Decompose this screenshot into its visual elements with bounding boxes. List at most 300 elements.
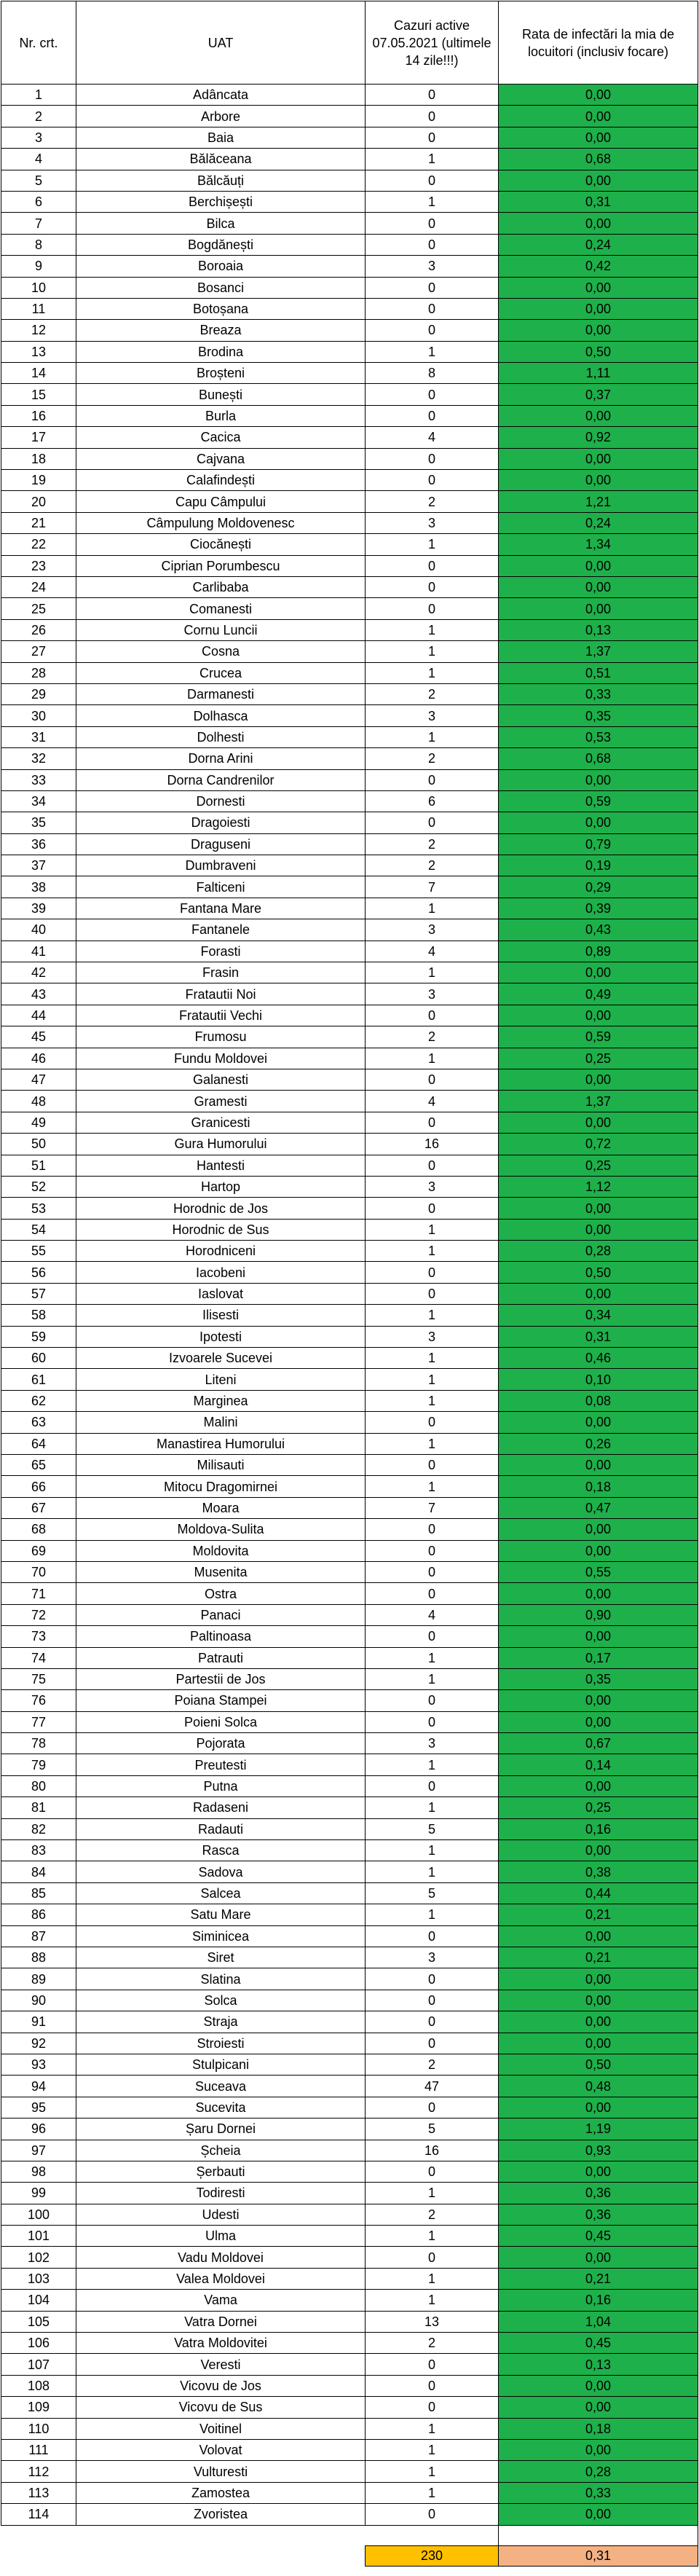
row-uat: Dolhasca bbox=[76, 705, 366, 726]
table-row bbox=[1, 1155, 698, 1176]
row-nr: 71 bbox=[1, 1583, 76, 1604]
row-nr: 100 bbox=[1, 2204, 76, 2225]
row-uat: Ipotesti bbox=[76, 1326, 366, 1347]
row-cases: 0 bbox=[366, 470, 499, 491]
table-row bbox=[1, 2397, 698, 2418]
row-nr: 37 bbox=[1, 855, 76, 876]
row-cases: 0 bbox=[366, 769, 499, 790]
table-row bbox=[1, 1305, 698, 1326]
row-nr: 8 bbox=[1, 234, 76, 255]
row-uat: Fratautii Vechi bbox=[76, 1005, 366, 1026]
row-rate: 0,00 bbox=[499, 962, 698, 983]
row-rate: 0,67 bbox=[499, 1733, 698, 1754]
row-rate: 0,00 bbox=[499, 555, 698, 576]
row-cases: 1 bbox=[366, 962, 499, 983]
row-cases: 1 bbox=[366, 1241, 499, 1262]
row-cases: 5 bbox=[366, 2118, 499, 2140]
table-row bbox=[1, 2204, 698, 2225]
row-uat: Capu Câmpului bbox=[76, 491, 366, 512]
row-nr: 24 bbox=[1, 576, 76, 597]
row-rate: 0,00 bbox=[499, 1583, 698, 1604]
row-cases: 8 bbox=[366, 363, 499, 384]
row-rate: 0,17 bbox=[499, 1647, 698, 1668]
row-nr: 77 bbox=[1, 1711, 76, 1732]
row-nr: 48 bbox=[1, 1091, 76, 1112]
header-active-cases: Cazuri active 07.05.2021 (ultimele 14 zile!!!) bbox=[366, 1, 499, 85]
row-uat: Vadu Moldovei bbox=[76, 2247, 366, 2268]
row-cases: 0 bbox=[366, 598, 499, 619]
row-uat: Broșteni bbox=[76, 363, 366, 384]
row-cases: 0 bbox=[366, 1540, 499, 1561]
row-cases: 1 bbox=[366, 2461, 499, 2482]
row-uat: Poiana Stampei bbox=[76, 1690, 366, 1711]
row-rate: 0,46 bbox=[499, 1348, 698, 1369]
row-uat: Dolhesti bbox=[76, 726, 366, 747]
row-cases: 0 bbox=[366, 2397, 499, 2418]
row-rate: 0,00 bbox=[499, 812, 698, 833]
row-nr: 4 bbox=[1, 149, 76, 170]
row-nr: 23 bbox=[1, 555, 76, 576]
row-rate: 0,24 bbox=[499, 512, 698, 533]
row-cases: 0 bbox=[366, 1155, 499, 1176]
row-rate: 0,16 bbox=[499, 1818, 698, 1839]
row-nr: 40 bbox=[1, 919, 76, 941]
row-uat: Șaru Dornei bbox=[76, 2118, 366, 2140]
table-row bbox=[1, 85, 698, 106]
row-uat: Volovat bbox=[76, 2439, 366, 2460]
row-uat: Stroiesti bbox=[76, 2033, 366, 2054]
row-uat: Dorna Candrenilor bbox=[76, 769, 366, 790]
row-rate: 0,51 bbox=[499, 662, 698, 683]
row-cases: 3 bbox=[366, 919, 499, 941]
row-cases: 0 bbox=[366, 1112, 499, 1133]
row-uat: Dorna Arini bbox=[76, 748, 366, 769]
row-cases: 1 bbox=[366, 1305, 499, 1326]
total-rate: 0,31 bbox=[499, 2545, 698, 2566]
table-row bbox=[1, 448, 698, 469]
row-rate: 0,18 bbox=[499, 2418, 698, 2439]
table-row bbox=[1, 2118, 698, 2140]
table-row bbox=[1, 1455, 698, 1476]
table-row bbox=[1, 876, 698, 898]
row-uat: Musenita bbox=[76, 1561, 366, 1582]
row-rate: 0,00 bbox=[499, 1219, 698, 1240]
spacer-row bbox=[1, 2525, 698, 2545]
row-cases: 0 bbox=[366, 448, 499, 469]
row-nr: 91 bbox=[1, 2011, 76, 2033]
row-rate: 0,25 bbox=[499, 1797, 698, 1818]
row-cases: 0 bbox=[366, 384, 499, 405]
row-cases: 1 bbox=[366, 1348, 499, 1369]
row-rate: 0,50 bbox=[499, 1262, 698, 1283]
row-rate: 0,47 bbox=[499, 1497, 698, 1518]
row-rate: 0,00 bbox=[499, 1925, 698, 1947]
row-uat: Moldovita bbox=[76, 1540, 366, 1561]
row-uat: Șerbauti bbox=[76, 2161, 366, 2182]
row-cases: 1 bbox=[366, 1668, 499, 1689]
row-uat: Straja bbox=[76, 2011, 366, 2033]
table-row bbox=[1, 1048, 698, 1069]
row-nr: 80 bbox=[1, 1775, 76, 1796]
table-row bbox=[1, 363, 698, 384]
row-nr: 7 bbox=[1, 213, 76, 234]
table-row bbox=[1, 1840, 698, 1861]
row-rate: 0,00 bbox=[499, 2397, 698, 2418]
row-uat: Berchișești bbox=[76, 191, 366, 212]
table-row bbox=[1, 2054, 698, 2075]
row-nr: 101 bbox=[1, 2226, 76, 2247]
row-cases: 1 bbox=[366, 534, 499, 555]
row-cases: 3 bbox=[366, 512, 499, 533]
row-nr: 79 bbox=[1, 1754, 76, 1775]
row-nr: 86 bbox=[1, 1904, 76, 1925]
row-nr: 54 bbox=[1, 1219, 76, 1240]
table-row bbox=[1, 1390, 698, 1411]
table-row bbox=[1, 2354, 698, 2375]
row-cases: 1 bbox=[366, 898, 499, 919]
row-cases: 0 bbox=[366, 1455, 499, 1476]
row-rate: 0,33 bbox=[499, 2482, 698, 2503]
row-nr: 72 bbox=[1, 1604, 76, 1625]
table-row bbox=[1, 256, 698, 277]
row-cases: 2 bbox=[366, 2333, 499, 2354]
row-cases: 4 bbox=[366, 427, 499, 448]
row-nr: 19 bbox=[1, 470, 76, 491]
row-nr: 81 bbox=[1, 1797, 76, 1818]
row-cases: 0 bbox=[366, 1198, 499, 1219]
table-row bbox=[1, 1348, 698, 1369]
row-rate: 0,21 bbox=[499, 2268, 698, 2289]
row-cases: 0 bbox=[366, 127, 499, 148]
table-row bbox=[1, 1262, 698, 1283]
row-uat: Cornu Luncii bbox=[76, 619, 366, 640]
row-rate: 0,68 bbox=[499, 149, 698, 170]
row-cases: 7 bbox=[366, 1497, 499, 1518]
row-uat: Ostra bbox=[76, 1583, 366, 1604]
total-cases: 230 bbox=[366, 2545, 499, 2566]
row-cases: 0 bbox=[366, 1283, 499, 1304]
row-cases: 0 bbox=[366, 213, 499, 234]
row-uat: Suceava bbox=[76, 2076, 366, 2097]
row-nr: 98 bbox=[1, 2161, 76, 2182]
row-nr: 28 bbox=[1, 662, 76, 683]
table-header-row bbox=[1, 1, 698, 85]
row-cases: 1 bbox=[366, 662, 499, 683]
row-uat: Fundu Moldovei bbox=[76, 1048, 366, 1069]
row-rate: 0,38 bbox=[499, 1861, 698, 1882]
table-row bbox=[1, 941, 698, 962]
row-nr: 67 bbox=[1, 1497, 76, 1518]
row-uat: Cajvana bbox=[76, 448, 366, 469]
row-nr: 96 bbox=[1, 2118, 76, 2140]
row-rate: 0,13 bbox=[499, 619, 698, 640]
row-nr: 3 bbox=[1, 127, 76, 148]
row-nr: 38 bbox=[1, 876, 76, 898]
row-rate: 0,24 bbox=[499, 234, 698, 255]
row-cases: 1 bbox=[366, 1797, 499, 1818]
row-cases: 0 bbox=[366, 405, 499, 426]
row-cases: 3 bbox=[366, 256, 499, 277]
row-rate: 0,00 bbox=[499, 1990, 698, 2011]
row-nr: 73 bbox=[1, 1626, 76, 1647]
row-rate: 0,00 bbox=[499, 85, 698, 106]
row-uat: Forasti bbox=[76, 941, 366, 962]
row-uat: Milisauti bbox=[76, 1455, 366, 1476]
row-nr: 83 bbox=[1, 1840, 76, 1861]
row-cases: 1 bbox=[366, 1904, 499, 1925]
row-uat: Comanesti bbox=[76, 598, 366, 619]
row-nr: 87 bbox=[1, 1925, 76, 1947]
row-nr: 60 bbox=[1, 1348, 76, 1369]
row-rate: 0,00 bbox=[499, 2504, 698, 2525]
row-nr: 52 bbox=[1, 1176, 76, 1197]
row-rate: 0,50 bbox=[499, 341, 698, 362]
row-cases: 7 bbox=[366, 876, 499, 898]
row-nr: 15 bbox=[1, 384, 76, 405]
row-cases: 0 bbox=[366, 2375, 499, 2396]
row-nr: 95 bbox=[1, 2097, 76, 2118]
table-row bbox=[1, 1476, 698, 1497]
row-nr: 89 bbox=[1, 1968, 76, 1990]
row-rate: 0,93 bbox=[499, 2140, 698, 2161]
row-uat: Sadova bbox=[76, 1861, 366, 1882]
row-nr: 22 bbox=[1, 534, 76, 555]
table-row bbox=[1, 2333, 698, 2354]
row-cases: 4 bbox=[366, 1604, 499, 1625]
row-nr: 1 bbox=[1, 85, 76, 106]
row-rate: 0,00 bbox=[499, 1711, 698, 1732]
row-cases: 0 bbox=[366, 106, 499, 127]
row-nr: 69 bbox=[1, 1540, 76, 1561]
table-row bbox=[1, 298, 698, 319]
row-rate: 0,00 bbox=[499, 2161, 698, 2182]
table-row bbox=[1, 1219, 698, 1240]
row-cases: 0 bbox=[366, 85, 499, 106]
row-nr: 57 bbox=[1, 1283, 76, 1304]
row-nr: 59 bbox=[1, 1326, 76, 1347]
row-uat: Radaseni bbox=[76, 1797, 366, 1818]
row-cases: 1 bbox=[366, 2183, 499, 2204]
row-rate: 0,68 bbox=[499, 748, 698, 769]
row-cases: 1 bbox=[366, 149, 499, 170]
row-nr: 18 bbox=[1, 448, 76, 469]
table-row bbox=[1, 1112, 698, 1133]
row-uat: Todiresti bbox=[76, 2183, 366, 2204]
row-nr: 41 bbox=[1, 941, 76, 962]
row-nr: 47 bbox=[1, 1069, 76, 1090]
row-nr: 61 bbox=[1, 1369, 76, 1390]
row-nr: 43 bbox=[1, 983, 76, 1005]
table-row bbox=[1, 2033, 698, 2054]
row-nr: 51 bbox=[1, 1155, 76, 1176]
row-rate: 0,00 bbox=[499, 2097, 698, 2118]
row-cases: 0 bbox=[366, 1690, 499, 1711]
table-row bbox=[1, 2097, 698, 2118]
row-rate: 0,45 bbox=[499, 2333, 698, 2354]
table-row bbox=[1, 2268, 698, 2289]
table-row bbox=[1, 855, 698, 876]
row-uat: Zvoristea bbox=[76, 2504, 366, 2525]
row-uat: Calafindești bbox=[76, 470, 366, 491]
row-nr: 68 bbox=[1, 1519, 76, 1540]
row-uat: Moara bbox=[76, 1497, 366, 1518]
table-row bbox=[1, 213, 698, 234]
row-uat: Gura Humorului bbox=[76, 1134, 366, 1155]
covid-cases-table bbox=[1, 1, 698, 2567]
row-nr: 113 bbox=[1, 2482, 76, 2503]
row-uat: Șcheia bbox=[76, 2140, 366, 2161]
table-row bbox=[1, 1604, 698, 1625]
row-rate: 0,00 bbox=[499, 1198, 698, 1219]
table-row bbox=[1, 1626, 698, 1647]
row-cases: 0 bbox=[366, 1990, 499, 2011]
row-uat: Satu Mare bbox=[76, 1904, 366, 1925]
row-rate: 0,00 bbox=[499, 769, 698, 790]
row-rate: 0,44 bbox=[499, 1882, 698, 1904]
row-cases: 3 bbox=[366, 1947, 499, 1968]
row-cases: 0 bbox=[366, 1412, 499, 1433]
row-nr: 17 bbox=[1, 427, 76, 448]
row-rate: 0,59 bbox=[499, 1026, 698, 1048]
header-uat: UAT bbox=[76, 1, 366, 85]
table-row bbox=[1, 1433, 698, 1454]
row-uat: Manastirea Humorului bbox=[76, 1433, 366, 1454]
row-rate: 0,25 bbox=[499, 1155, 698, 1176]
row-uat: Hantesti bbox=[76, 1155, 366, 1176]
row-nr: 35 bbox=[1, 812, 76, 833]
row-rate: 0,00 bbox=[499, 1775, 698, 1796]
row-cases: 0 bbox=[366, 2097, 499, 2118]
row-nr: 50 bbox=[1, 1134, 76, 1155]
row-cases: 0 bbox=[366, 234, 499, 255]
table-row bbox=[1, 619, 698, 640]
table-row bbox=[1, 170, 698, 191]
table-row bbox=[1, 1091, 698, 1112]
table-row bbox=[1, 2076, 698, 2097]
table-row bbox=[1, 1947, 698, 1968]
row-cases: 1 bbox=[366, 726, 499, 747]
table-row bbox=[1, 534, 698, 555]
row-cases: 0 bbox=[366, 1968, 499, 1990]
row-rate: 0,50 bbox=[499, 2054, 698, 2075]
row-uat: Bălăceana bbox=[76, 149, 366, 170]
row-cases: 0 bbox=[366, 812, 499, 833]
header-nr: Nr. crt. bbox=[1, 1, 76, 85]
row-nr: 108 bbox=[1, 2375, 76, 2396]
table-row bbox=[1, 1069, 698, 1090]
row-nr: 88 bbox=[1, 1947, 76, 1968]
row-rate: 0,00 bbox=[499, 2033, 698, 2054]
row-nr: 45 bbox=[1, 1026, 76, 1048]
row-uat: Cacica bbox=[76, 427, 366, 448]
row-uat: Sucevita bbox=[76, 2097, 366, 2118]
row-rate: 0,35 bbox=[499, 1668, 698, 1689]
row-cases: 0 bbox=[366, 1711, 499, 1732]
row-rate: 0,13 bbox=[499, 2354, 698, 2375]
row-uat: Granicesti bbox=[76, 1112, 366, 1133]
row-cases: 0 bbox=[366, 555, 499, 576]
row-cases: 0 bbox=[366, 298, 499, 319]
table-row bbox=[1, 769, 698, 790]
table-row bbox=[1, 641, 698, 662]
row-cases: 0 bbox=[366, 2354, 499, 2375]
row-rate: 1,34 bbox=[499, 534, 698, 555]
row-rate: 1,04 bbox=[499, 2311, 698, 2332]
table-row bbox=[1, 2247, 698, 2268]
table-row bbox=[1, 962, 698, 983]
row-cases: 1 bbox=[366, 2439, 499, 2460]
row-uat: Siret bbox=[76, 1947, 366, 1968]
row-nr: 31 bbox=[1, 726, 76, 747]
header-infection-rate: Rata de infectări la mia de locuitori (inclusiv focare) bbox=[499, 1, 698, 85]
row-cases: 1 bbox=[366, 2268, 499, 2289]
row-uat: Draguseni bbox=[76, 833, 366, 855]
row-cases: 2 bbox=[366, 1026, 499, 1048]
table-row bbox=[1, 1198, 698, 1219]
row-nr: 110 bbox=[1, 2418, 76, 2439]
row-nr: 49 bbox=[1, 1112, 76, 1133]
row-nr: 27 bbox=[1, 641, 76, 662]
row-uat: Bilca bbox=[76, 213, 366, 234]
row-cases: 16 bbox=[366, 2140, 499, 2161]
row-uat: Carlibaba bbox=[76, 576, 366, 597]
row-rate: 0,18 bbox=[499, 1476, 698, 1497]
row-cases: 2 bbox=[366, 833, 499, 855]
row-nr: 25 bbox=[1, 598, 76, 619]
row-nr: 112 bbox=[1, 2461, 76, 2482]
row-nr: 90 bbox=[1, 1990, 76, 2011]
row-uat: Falticeni bbox=[76, 876, 366, 898]
row-uat: Veresti bbox=[76, 2354, 366, 2375]
row-nr: 13 bbox=[1, 341, 76, 362]
row-uat: Horodniceni bbox=[76, 1241, 366, 1262]
row-cases: 1 bbox=[366, 1861, 499, 1882]
row-nr: 64 bbox=[1, 1433, 76, 1454]
row-uat: Vatra Moldovitei bbox=[76, 2333, 366, 2354]
row-uat: Galanesti bbox=[76, 1069, 366, 1090]
row-nr: 53 bbox=[1, 1198, 76, 1219]
row-rate: 0,00 bbox=[499, 405, 698, 426]
row-nr: 29 bbox=[1, 683, 76, 704]
row-uat: Bunești bbox=[76, 384, 366, 405]
row-uat: Marginea bbox=[76, 1390, 366, 1411]
table-row bbox=[1, 1690, 698, 1711]
row-cases: 1 bbox=[366, 641, 499, 662]
row-rate: 0,00 bbox=[499, 470, 698, 491]
row-uat: Ilisesti bbox=[76, 1305, 366, 1326]
row-cases: 0 bbox=[366, 277, 499, 298]
row-nr: 82 bbox=[1, 1818, 76, 1839]
table-row bbox=[1, 1818, 698, 1839]
table-row bbox=[1, 1711, 698, 1732]
row-uat: Radauti bbox=[76, 1818, 366, 1839]
row-uat: Gramesti bbox=[76, 1091, 366, 1112]
row-nr: 33 bbox=[1, 769, 76, 790]
row-cases: 4 bbox=[366, 1091, 499, 1112]
row-nr: 9 bbox=[1, 256, 76, 277]
row-rate: 0,00 bbox=[499, 277, 698, 298]
row-rate: 0,00 bbox=[499, 598, 698, 619]
row-cases: 1 bbox=[366, 2482, 499, 2503]
row-uat: Breaza bbox=[76, 320, 366, 341]
row-uat: Baia bbox=[76, 127, 366, 148]
row-nr: 106 bbox=[1, 2333, 76, 2354]
row-cases: 1 bbox=[366, 2290, 499, 2311]
row-nr: 5 bbox=[1, 170, 76, 191]
row-uat: Mitocu Dragomirnei bbox=[76, 1476, 366, 1497]
row-nr: 62 bbox=[1, 1390, 76, 1411]
row-cases: 1 bbox=[366, 1219, 499, 1240]
